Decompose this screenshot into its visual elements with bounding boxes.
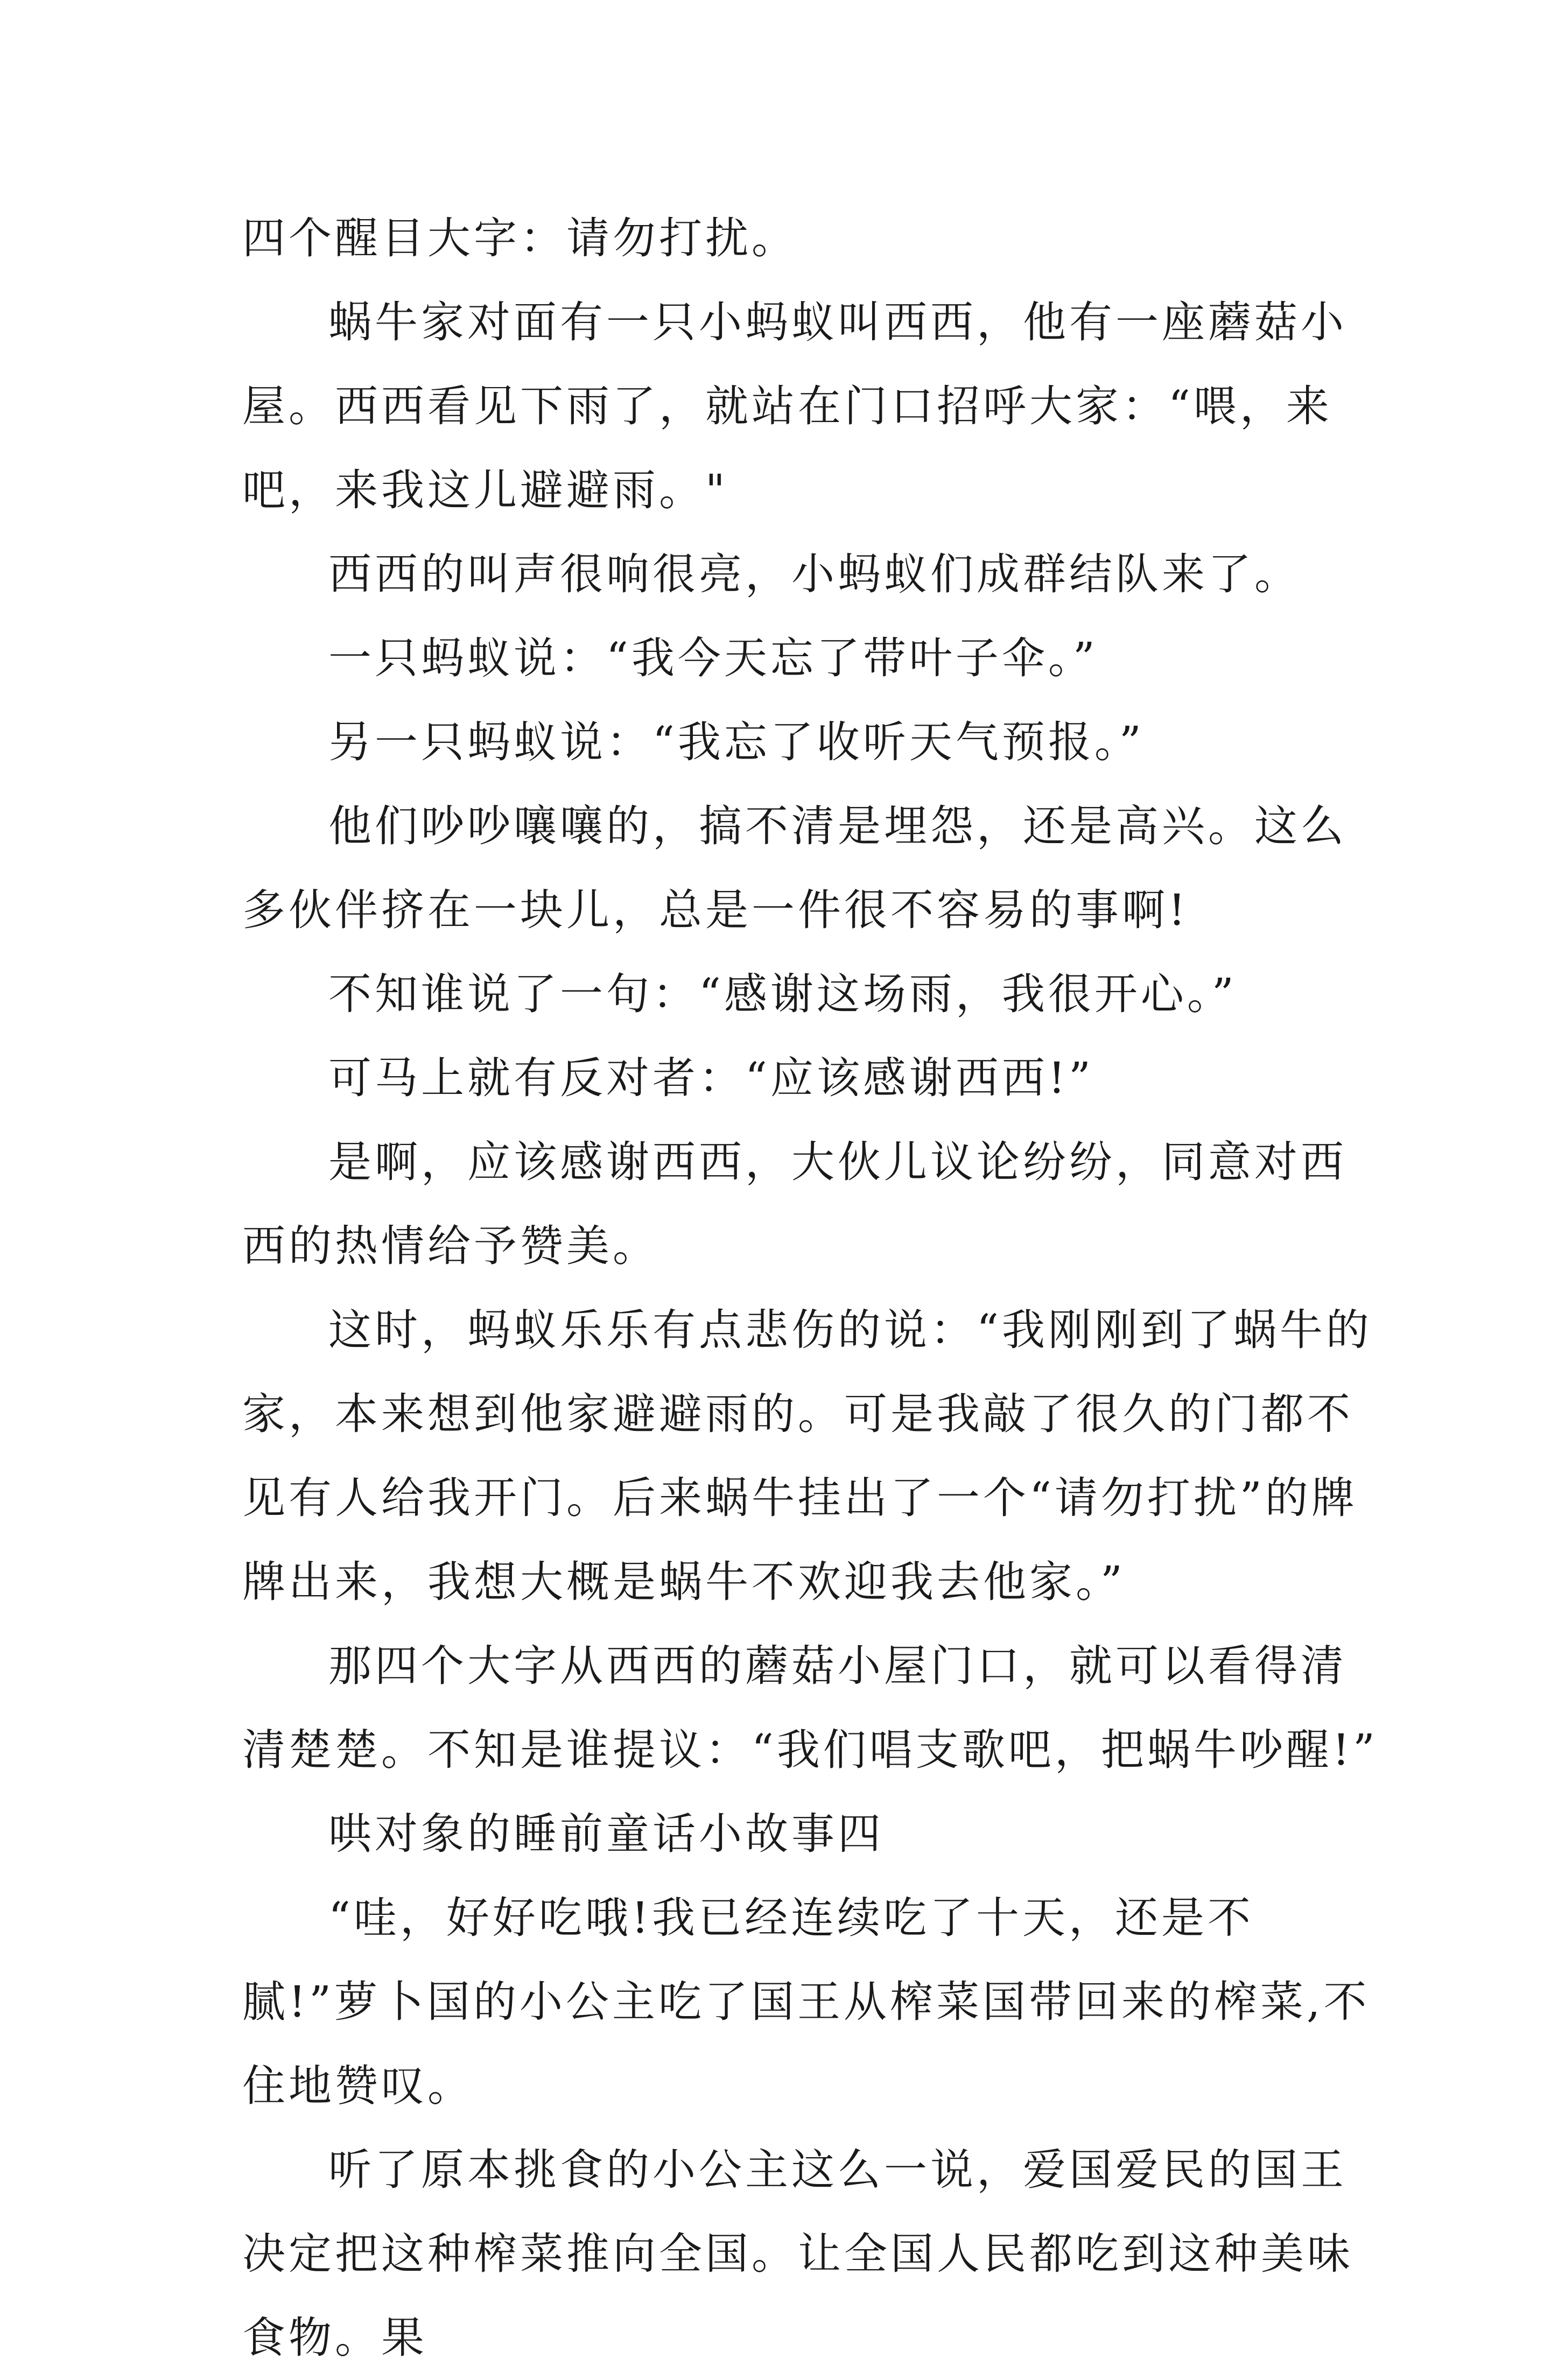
paragraph-2: 蜗牛家对面有一只小蚂蚁叫西西，他有一座蘑菇小屋。西西看见下雨了，就站在门口招呼大家：“喂，来吧，来我这儿避避雨。" (242, 297, 1347, 515)
section-heading: 哄对象的睡前童话小故事四 (328, 1809, 884, 1859)
document-body (242, 196, 1389, 2380)
paragraph-3: 西西的叫声很响很亮，小蚂蚁们成群结队来了。 (328, 549, 1301, 599)
paragraph-1: 四个醒目大字：请勿打扰。 (242, 213, 798, 263)
paragraph-13: 听了原本挑食的小公主这么一说，爱国爱民的国王决定把这种榨菜推向全国。让全国人民都吃到这种美味食物。果 (242, 2145, 1353, 2363)
paragraph-4: 一只蚂蚁说：“我今天忘了带叶子伞。” (328, 633, 1098, 683)
paragraph-7: 不知谁说了一句：“感谢这场雨，我很开心。” (328, 969, 1237, 1019)
paragraph-10: 这时，蚂蚁乐乐有点悲伤的说：“我刚刚到了蜗牛的家，本来想到他家避避雨的。可是我敲了很久的门都不见有人给我开门。后来蜗牛挂出了一个“请勿打扰”的牌牌出来，我想大概是蜗牛不欢迎我去他家。” (242, 1305, 1372, 1607)
paragraph-8: 可马上就有反对者：“应该感谢西西!” (328, 1053, 1094, 1103)
paragraph-5: 另一只蚂蚁说：“我忘了收听天气预报。” (328, 717, 1145, 767)
paragraph-12: “哇，好好吃哦!我已经连续吃了十天，还是不腻!”萝卜国的小公主吃了国王从榨菜国带回来的榨菜,不住地赞叹。 (242, 1893, 1370, 2111)
paragraph-11: 那四个大字从西西的蘑菇小屋门口，就可以看得清清楚楚。不知是谁提议：“我们唱支歌吧，把蜗牛吵醒!” (242, 1641, 1378, 1775)
paragraph-9: 是啊，应该感谢西西，大伙儿议论纷纷，同意对西西的热情给予赞美。 (242, 1137, 1347, 1271)
paragraph-6: 他们吵吵嚷嚷的，搞不清是埋怨，还是高兴。这么多伙伴挤在一块儿，总是一件很不容易的事啊! (242, 801, 1347, 935)
